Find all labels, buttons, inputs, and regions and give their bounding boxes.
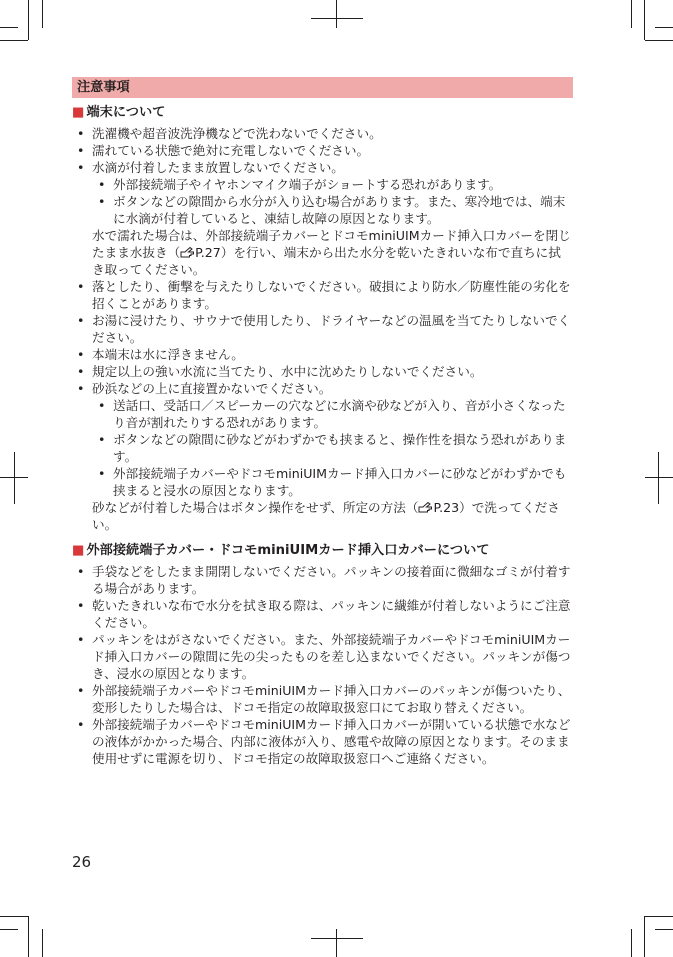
crop-mark — [644, 0, 645, 40]
crop-mark — [42, 0, 43, 28]
crop-mark — [0, 27, 18, 28]
crop-mark — [631, 929, 632, 957]
page-reference-icon — [180, 246, 195, 258]
page-reference: P.27 — [195, 245, 221, 260]
page-number: 26 — [72, 853, 92, 871]
note-text: 砂などが付着した場合はボタン操作をせず、所定の方法（ — [92, 500, 419, 515]
bullet-item: • 手袋などをしたまま開閉しないでください。パッキンの接着面に微細なゴミが付着する場合があります。 — [72, 563, 573, 597]
bullet-item: • 外部接続端子カバーやドコモminiUIMカード挿入口カバーのパッキンが傷ついたり、変形したりした場合は、ドコモ指定の故障取扱窓口にてお取り替えください。 — [72, 682, 573, 716]
section-heading-text: 外部接続端子カバー・ドコモminiUIMカード挿入口カバーについて — [86, 543, 490, 558]
crop-mark — [336, 0, 337, 28]
sections — [72, 104, 573, 767]
note-paragraph — [72, 499, 573, 533]
section-heading — [72, 542, 573, 559]
crop-mark — [28, 916, 29, 957]
bullet-item: • 洗濯機や超音波洗浄機などで洗わないでください。 — [72, 125, 573, 142]
caution-banner: 注意事項 — [72, 77, 573, 98]
crop-mark — [645, 916, 673, 917]
sub-bullet-item: • 送話口、受話口／スピーカーの穴などに水滴や砂などが入り、音が小さくなったり音が割れたりする恐れがあります。 — [72, 397, 573, 431]
bullet-item: • 落としたり、衝撃を与えたりしないでください。破損により防水／防塵性能の劣化を招くことがあります。 — [72, 278, 573, 312]
bullet-item: • 濡れている状態で絶対に充電しないでください。 — [72, 142, 573, 159]
crop-mark — [311, 938, 363, 939]
bullet-item: • 水滴が付着したまま放置しないでください。 — [72, 159, 573, 176]
crop-mark — [655, 27, 673, 28]
bullet-item: • 外部接続端子カバーやドコモminiUIMカード挿入口カバーが開いている状態で水などの液体がかかった場合、内部に液体が入り、感電や故障の原因となります。そのまま使用せずに電源を切り、ドコモ指定の故障取扱窓口へご連絡ください。 — [72, 716, 573, 767]
note-text: ）を行い、端末から出た水分を乾いたきれいな布で直ちに拭き取ってください。 — [92, 245, 561, 277]
bullet-item: • 砂浜などの上に直接置かないでください。 — [72, 380, 573, 397]
crop-mark — [42, 929, 43, 957]
bullet-item: • 規定以上の強い水流に当てたり、水中に沈めたりしないでください。 — [72, 363, 573, 380]
bullet-list — [72, 125, 573, 533]
crop-mark — [336, 929, 337, 957]
bullet-item: • 本端末は水に浮きません。 — [72, 346, 573, 363]
crop-mark — [655, 929, 673, 930]
crop-mark — [0, 929, 18, 930]
sub-bullet-item: • ボタンなどの隙間から水分が入り込む場合があります。また、寒冷地では、端末に水滴が付着していると、凍結し故障の原因となります。 — [72, 193, 573, 227]
bullet-item: • 乾いたきれいな布で水分を拭き取る際は、パッキンに繊維が付着しないようにご注意ください。 — [72, 597, 573, 631]
bullet-item: • お湯に浸けたり、サウナで使用したり、ドライヤーなどの温風を当てたりしないでください。 — [72, 312, 573, 346]
sub-bullet-item: • ボタンなどの隙間に砂などがわずかでも挟まると、操作性を損なう恐れがあります。 — [72, 431, 573, 465]
bullet-item: • パッキンをはがさないでください。また、外部接続端子カバーやドコモminiUIMカード挿入口カバーの隙間に先の尖ったものを差し込まないでください。パッキンが傷つき、浸水の原因となります。 — [72, 631, 573, 682]
page-reference: P.23 — [433, 500, 460, 515]
crop-mark — [0, 916, 28, 917]
document-body — [72, 77, 573, 767]
section-gap — [72, 533, 573, 539]
bullet-list — [72, 563, 573, 767]
section-heading-text: 端末について — [86, 105, 166, 120]
crop-mark — [631, 0, 632, 28]
sub-bullet-item: • 外部接続端子やイヤホンマイク端子がショートする恐れがあります。 — [72, 176, 573, 193]
crop-mark — [658, 452, 659, 504]
note-text: ）で洗ってください。 — [92, 500, 560, 532]
section-marker: ■ — [72, 543, 85, 558]
crop-mark — [0, 40, 28, 41]
section-heading — [72, 104, 573, 121]
crop-mark — [14, 452, 15, 504]
crop-mark — [645, 477, 673, 478]
sub-bullet-item: • 外部接続端子カバーやドコモminiUIMカード挿入口カバーに砂などがわずかでも挟まると浸水の原因となります。 — [72, 465, 573, 499]
crop-mark — [644, 916, 645, 957]
crop-mark — [311, 18, 363, 19]
section-marker: ■ — [72, 105, 85, 120]
crop-mark — [28, 0, 29, 40]
page-reference-icon — [418, 501, 433, 513]
note-paragraph — [72, 227, 573, 278]
note-text: 水で濡れた場合は、外部接続端子カバーとドコモminiUIMカード挿入口カバーを閉じたまま水抜き（ — [92, 228, 571, 260]
crop-mark — [645, 40, 673, 41]
